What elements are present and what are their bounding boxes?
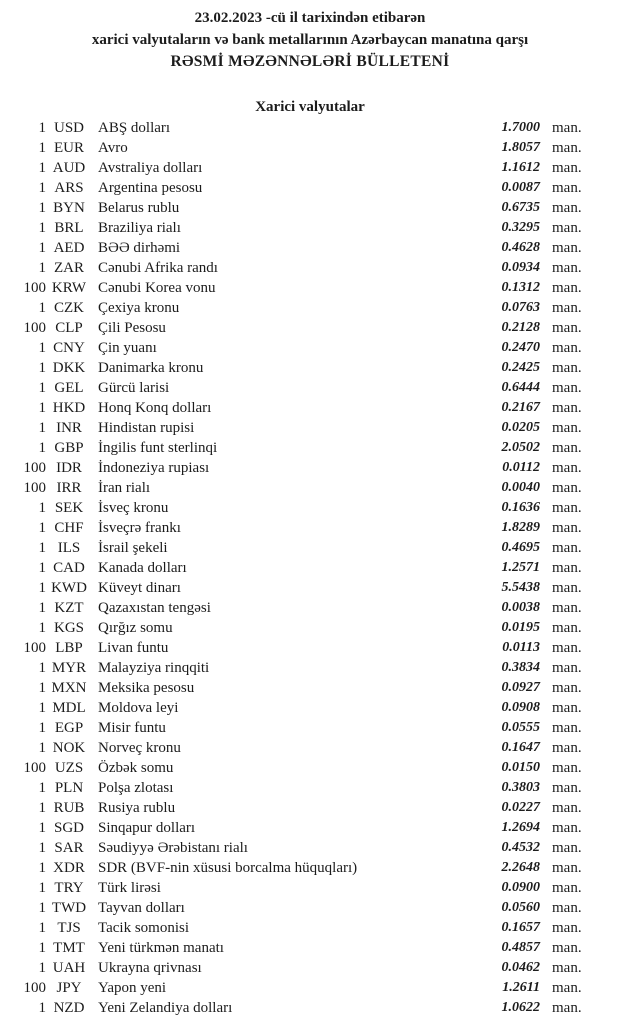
rate-row: [0, 758, 620, 778]
quantity-cell: 100: [23, 760, 46, 776]
quantity-cell: 1: [38, 220, 46, 236]
currency-name-cell: Belarus rublu: [98, 200, 180, 216]
currency-code-cell: ZAR: [54, 260, 84, 276]
unit-label-cell: man.: [552, 940, 582, 956]
rate-value-cell: 0.0763: [501, 300, 540, 315]
rate-value-cell: 1.2571: [501, 560, 540, 575]
currency-code-cell: NOK: [52, 740, 86, 756]
rate-row: [0, 498, 620, 518]
currency-code-cell: USD: [53, 120, 84, 136]
currency-code-cell: KGS: [53, 620, 84, 636]
quantity-cell: 1: [38, 800, 46, 816]
rate-value-cell: 0.0555: [501, 720, 540, 735]
unit-label-cell: man.: [552, 880, 582, 896]
unit-label-cell: man.: [552, 320, 582, 336]
unit-label-cell: man.: [552, 520, 582, 536]
currency-name-cell: Cənubi Afrika randı: [98, 260, 218, 276]
unit-label-cell: man.: [552, 380, 582, 396]
rate-row: [0, 118, 620, 138]
rate-value-cell: 1.0622: [501, 1000, 540, 1015]
rate-row: [0, 698, 620, 718]
rate-value-cell: 0.0560: [501, 900, 540, 915]
unit-label-cell: man.: [552, 500, 582, 516]
rate-value-cell: 0.6735: [501, 200, 540, 215]
currency-name-cell: Çili Pesosu: [98, 320, 166, 336]
unit-label-cell: man.: [552, 720, 582, 736]
quantity-cell: 1: [38, 700, 46, 716]
currency-code-cell: UAH: [52, 960, 86, 976]
unit-label-cell: man.: [552, 440, 582, 456]
unit-label-cell: man.: [552, 120, 582, 136]
currency-code-cell: MDL: [52, 700, 86, 716]
rate-row: [0, 878, 620, 898]
rate-row: [0, 678, 620, 698]
currency-name-cell: BƏƏ dirhəmi: [98, 240, 181, 256]
rate-value-cell: 0.2128: [501, 320, 540, 335]
currency-code-cell: IDR: [56, 460, 82, 476]
currency-name-cell: Qırğız somu: [98, 620, 173, 636]
unit-label-cell: man.: [552, 360, 582, 376]
currency-name-cell: Misir funtu: [98, 720, 166, 736]
rate-value-cell: 0.4532: [501, 840, 540, 855]
quantity-cell: 1: [38, 840, 46, 856]
currency-code-cell: MXN: [51, 680, 87, 696]
currency-name-cell: Özbək somu: [98, 760, 174, 776]
quantity-cell: 1: [38, 660, 46, 676]
rate-value-cell: 1.7000: [501, 120, 540, 135]
rate-value-cell: 1.8289: [501, 520, 540, 535]
currency-code-cell: KZT: [54, 600, 84, 616]
rate-row: [0, 178, 620, 198]
rate-value-cell: 1.2694: [501, 820, 540, 835]
currency-code-cell: SGD: [53, 820, 84, 836]
currency-code-cell: BRL: [54, 220, 84, 236]
currency-name-cell: Qazaxıstan tengəsi: [98, 600, 211, 616]
currency-name-cell: Tayvan dolları: [98, 900, 185, 916]
unit-label-cell: man.: [552, 900, 582, 916]
currency-name-cell: Polşa zlotası: [98, 780, 174, 796]
rate-row: [0, 218, 620, 238]
currency-name-cell: Küveyt dinarı: [98, 580, 181, 596]
unit-label-cell: man.: [552, 700, 582, 716]
quantity-cell: 1: [38, 360, 46, 376]
quantity-cell: 1: [38, 260, 46, 276]
quantity-cell: 1: [38, 680, 46, 696]
currency-name-cell: Sinqapur dolları: [98, 820, 196, 836]
currency-name-cell: Meksika pesosu: [98, 680, 195, 696]
rate-row: [0, 158, 620, 178]
rate-row: [0, 978, 620, 998]
rate-row: [0, 738, 620, 758]
currency-name-cell: SDR (BVF-nin xüsusi borcalma hüquqları): [98, 860, 358, 876]
rate-value-cell: 0.0927: [501, 680, 540, 695]
quantity-cell: 100: [23, 480, 46, 496]
rate-row: [0, 378, 620, 398]
currency-code-cell: UZS: [54, 760, 84, 776]
quantity-cell: 1: [38, 300, 46, 316]
currency-code-cell: JPY: [56, 980, 82, 996]
rate-value-cell: 0.0087: [501, 180, 540, 195]
currency-code-cell: TJS: [57, 920, 81, 936]
rate-value-cell: 0.2470: [501, 340, 540, 355]
quantity-cell: 1: [38, 860, 46, 876]
unit-label-cell: man.: [552, 740, 582, 756]
rate-row: [0, 938, 620, 958]
currency-code-cell: TWD: [51, 900, 87, 916]
rate-row: [0, 198, 620, 218]
unit-label-cell: man.: [552, 240, 582, 256]
rate-row: [0, 418, 620, 438]
currency-code-cell: AUD: [52, 160, 86, 176]
currency-name-cell: Türk lirəsi: [98, 880, 161, 896]
rates-table: [0, 118, 620, 1018]
rate-row: [0, 258, 620, 278]
currency-code-cell: GEL: [54, 380, 84, 396]
currency-code-cell: INR: [56, 420, 82, 436]
currency-code-cell: TMT: [53, 940, 85, 956]
bulletin-subtitle-line: xarici valyutaların və bank metallarının Azərbaycan manatına qarşı: [91, 32, 529, 48]
rate-row: [0, 398, 620, 418]
quantity-cell: 100: [23, 460, 46, 476]
currency-name-cell: Yeni türkmən manatı: [98, 940, 224, 956]
quantity-cell: 1: [38, 940, 46, 956]
rate-value-cell: 1.1612: [501, 160, 540, 175]
currency-code-cell: CNY: [53, 340, 85, 356]
rate-value-cell: 0.0205: [501, 420, 540, 435]
quantity-cell: 100: [23, 640, 46, 656]
quantity-cell: 1: [38, 440, 46, 456]
unit-label-cell: man.: [552, 460, 582, 476]
unit-label-cell: man.: [552, 840, 582, 856]
currency-name-cell: Livan funtu: [98, 640, 169, 656]
quantity-cell: 1: [38, 540, 46, 556]
quantity-cell: 1: [38, 380, 46, 396]
rate-row: [0, 298, 620, 318]
quantity-cell: 1: [38, 180, 46, 196]
rate-value-cell: 0.0934: [501, 260, 540, 275]
rate-row: [0, 138, 620, 158]
currency-name-cell: ABŞ dolları: [98, 120, 171, 136]
rate-row: [0, 958, 620, 978]
currency-name-cell: Səudiyyə Ərəbistanı rialı: [98, 840, 248, 856]
rate-value-cell: 0.2167: [501, 400, 540, 415]
currency-name-cell: Braziliya rialı: [98, 220, 181, 236]
currency-name-cell: Norveç kronu: [98, 740, 181, 756]
bulletin-title-line: RƏSMİ MƏZƏNNƏLƏRİ BÜLLETENİ: [170, 53, 450, 70]
rate-value-cell: 2.2648: [501, 860, 540, 875]
rate-row: [0, 338, 620, 358]
unit-label-cell: man.: [552, 420, 582, 436]
currency-code-cell: GBP: [54, 440, 84, 456]
currency-name-cell: Avstraliya dolları: [98, 160, 203, 176]
rate-value-cell: 0.1312: [501, 280, 540, 295]
unit-label-cell: man.: [552, 200, 582, 216]
currency-name-cell: Tacik somonisi: [98, 920, 190, 936]
currency-name-cell: İran rialı: [98, 480, 151, 496]
unit-label-cell: man.: [552, 640, 582, 656]
unit-label-cell: man.: [552, 220, 582, 236]
rate-value-cell: 0.0150: [501, 760, 540, 775]
rate-row: [0, 558, 620, 578]
rate-value-cell: 0.0227: [501, 800, 540, 815]
currency-name-cell: Honq Konq dolları: [98, 400, 212, 416]
unit-label-cell: man.: [552, 540, 582, 556]
rate-row: [0, 798, 620, 818]
rate-row: [0, 538, 620, 558]
currency-name-cell: İsveçrə frankı: [98, 520, 181, 536]
currency-code-cell: DKK: [52, 360, 86, 376]
rate-value-cell: 0.0908: [501, 700, 540, 715]
currency-code-cell: KWD: [51, 580, 87, 596]
rate-value-cell: 0.4695: [501, 540, 540, 555]
currency-code-cell: CLP: [55, 320, 83, 336]
quantity-cell: 1: [38, 140, 46, 156]
quantity-cell: 1: [38, 560, 46, 576]
rate-value-cell: 5.5438: [501, 580, 540, 595]
unit-label-cell: man.: [552, 260, 582, 276]
currency-name-cell: Yapon yeni: [98, 980, 167, 996]
rate-row: [0, 658, 620, 678]
rate-row: [0, 618, 620, 638]
rate-value-cell: 0.1647: [501, 740, 540, 755]
unit-label-cell: man.: [552, 400, 582, 416]
unit-label-cell: man.: [552, 920, 582, 936]
rate-value-cell: 0.1636: [501, 500, 540, 515]
rate-value-cell: 0.0113: [502, 640, 540, 655]
rate-value-cell: 1.8057: [501, 140, 540, 155]
quantity-cell: 1: [38, 900, 46, 916]
unit-label-cell: man.: [552, 180, 582, 196]
rate-row: [0, 458, 620, 478]
rate-row: [0, 358, 620, 378]
unit-label-cell: man.: [552, 860, 582, 876]
currency-code-cell: XDR: [53, 860, 85, 876]
quantity-cell: 1: [38, 420, 46, 436]
unit-label-cell: man.: [552, 600, 582, 616]
currency-code-cell: EUR: [54, 140, 84, 156]
quantity-cell: 1: [38, 500, 46, 516]
currency-code-cell: CAD: [53, 560, 85, 576]
currency-name-cell: Avro: [98, 140, 128, 156]
quantity-cell: 100: [23, 280, 46, 296]
currency-name-cell: Danimarka kronu: [98, 360, 204, 376]
currency-code-cell: EGP: [54, 720, 84, 736]
currency-code-cell: MYR: [51, 660, 87, 676]
currency-code-cell: CZK: [54, 300, 84, 316]
quantity-cell: 1: [38, 820, 46, 836]
quantity-cell: 1: [38, 1000, 46, 1016]
quantity-cell: 1: [38, 580, 46, 596]
unit-label-cell: man.: [552, 980, 582, 996]
currency-code-cell: ARS: [54, 180, 84, 196]
rate-row: [0, 318, 620, 338]
currency-code-cell: SEK: [54, 500, 84, 516]
rate-value-cell: 1.2611: [502, 980, 540, 995]
currency-code-cell: CHF: [54, 520, 84, 536]
unit-label-cell: man.: [552, 960, 582, 976]
quantity-cell: 1: [38, 600, 46, 616]
unit-label-cell: man.: [552, 280, 582, 296]
rate-row: [0, 778, 620, 798]
currency-name-cell: İngilis funt sterlinqi: [98, 440, 218, 456]
unit-label-cell: man.: [552, 760, 582, 776]
currency-name-cell: Moldova leyi: [98, 700, 179, 716]
rate-value-cell: 0.0112: [502, 460, 540, 475]
rate-row: [0, 718, 620, 738]
currency-name-cell: Kanada dolları: [98, 560, 187, 576]
quantity-cell: 1: [38, 200, 46, 216]
quantity-cell: 1: [38, 880, 46, 896]
quantity-cell: 100: [23, 320, 46, 336]
currency-name-cell: Rusiya rublu: [98, 800, 176, 816]
currency-name-cell: Çin yuanı: [98, 340, 157, 356]
rate-value-cell: 0.0462: [501, 960, 540, 975]
unit-label-cell: man.: [552, 580, 582, 596]
currency-name-cell: Çexiya kronu: [98, 300, 180, 316]
currency-name-cell: Malayziya rinqqiti: [98, 660, 210, 676]
rate-row: [0, 998, 620, 1018]
rate-value-cell: 0.3834: [501, 660, 540, 675]
quantity-cell: 1: [38, 520, 46, 536]
currency-code-cell: SAR: [54, 840, 84, 856]
quantity-cell: 1: [38, 740, 46, 756]
quantity-cell: 1: [38, 960, 46, 976]
unit-label-cell: man.: [552, 620, 582, 636]
quantity-cell: 1: [38, 160, 46, 176]
rate-row: [0, 858, 620, 878]
rate-value-cell: 0.0195: [501, 620, 540, 635]
unit-label-cell: man.: [552, 560, 582, 576]
quantity-cell: 1: [38, 920, 46, 936]
currency-name-cell: Yeni Zelandiya dolları: [98, 1000, 233, 1016]
rate-value-cell: 0.0040: [501, 480, 540, 495]
rate-value-cell: 0.1657: [501, 920, 540, 935]
quantity-cell: 1: [38, 240, 46, 256]
currency-code-cell: IRR: [56, 480, 82, 496]
quantity-cell: 1: [38, 780, 46, 796]
rate-row: [0, 898, 620, 918]
section-title-foreign-currencies: Xarici valyutalar: [255, 99, 365, 115]
currency-code-cell: KRW: [51, 280, 87, 296]
quantity-cell: 1: [38, 620, 46, 636]
currency-code-cell: ILS: [57, 540, 81, 556]
unit-label-cell: man.: [552, 1000, 582, 1016]
currency-code-cell: NZD: [53, 1000, 85, 1016]
unit-label-cell: man.: [552, 820, 582, 836]
quantity-cell: 100: [23, 980, 46, 996]
unit-label-cell: man.: [552, 140, 582, 156]
rate-row: [0, 918, 620, 938]
rate-value-cell: 0.6444: [501, 380, 540, 395]
rate-row: [0, 838, 620, 858]
unit-label-cell: man.: [552, 160, 582, 176]
unit-label-cell: man.: [552, 800, 582, 816]
currency-name-cell: Hindistan rupisi: [98, 420, 195, 436]
rate-value-cell: 0.3803: [501, 780, 540, 795]
currency-code-cell: LBP: [55, 640, 83, 656]
unit-label-cell: man.: [552, 300, 582, 316]
currency-name-cell: Cənubi Korea vonu: [98, 280, 216, 296]
currency-code-cell: PLN: [54, 780, 84, 796]
rate-row: [0, 638, 620, 658]
rate-value-cell: 0.4628: [501, 240, 540, 255]
rate-row: [0, 438, 620, 458]
currency-code-cell: BYN: [53, 200, 85, 216]
rate-value-cell: 0.3295: [501, 220, 540, 235]
currency-code-cell: RUB: [53, 800, 85, 816]
quantity-cell: 1: [38, 720, 46, 736]
currency-name-cell: Ukrayna qrivnası: [98, 960, 202, 976]
currency-code-cell: AED: [53, 240, 85, 256]
rate-row: [0, 478, 620, 498]
currency-name-cell: Argentina pesosu: [98, 180, 203, 196]
rate-row: [0, 598, 620, 618]
unit-label-cell: man.: [552, 660, 582, 676]
quantity-cell: 1: [38, 400, 46, 416]
rate-value-cell: 0.0038: [501, 600, 540, 615]
unit-label-cell: man.: [552, 680, 582, 696]
quantity-cell: 1: [38, 120, 46, 136]
rate-value-cell: 2.0502: [501, 440, 540, 455]
rate-row: [0, 238, 620, 258]
rate-value-cell: 0.0900: [501, 880, 540, 895]
currency-code-cell: HKD: [52, 400, 86, 416]
currency-name-cell: İndoneziya rupiası: [98, 460, 210, 476]
rate-row: [0, 578, 620, 598]
currency-name-cell: İsveç kronu: [98, 500, 169, 516]
rate-value-cell: 0.2425: [501, 360, 540, 375]
unit-label-cell: man.: [552, 340, 582, 356]
bulletin-date-line: 23.02.2023 -cü il tarixindən etibarən: [194, 10, 426, 26]
rate-row: [0, 818, 620, 838]
currency-code-cell: TRY: [54, 880, 84, 896]
rate-value-cell: 0.4857: [501, 940, 540, 955]
rate-row: [0, 278, 620, 298]
unit-label-cell: man.: [552, 780, 582, 796]
bulletin-header: [0, 0, 620, 73]
currency-name-cell: Gürcü larisi: [98, 380, 170, 396]
rate-row: [0, 518, 620, 538]
currency-name-cell: İsrail şekeli: [98, 540, 168, 556]
unit-label-cell: man.: [552, 480, 582, 496]
quantity-cell: 1: [38, 340, 46, 356]
